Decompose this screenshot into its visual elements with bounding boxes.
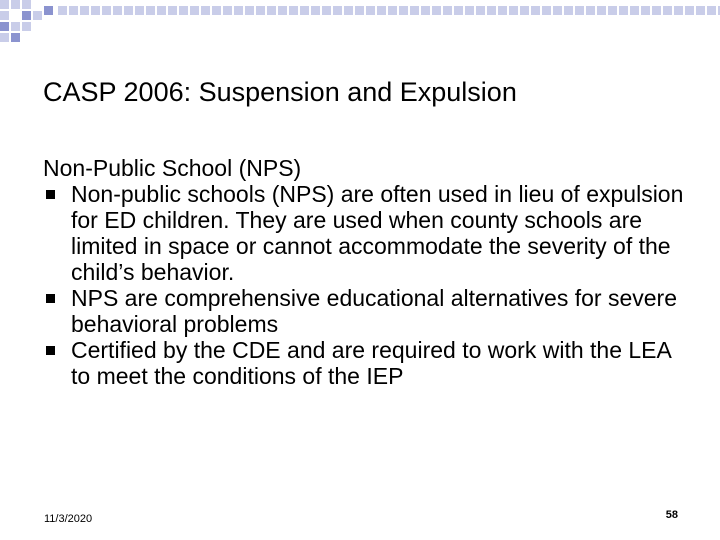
footer-date: 11/3/2020 (44, 513, 93, 525)
bullet-list (43, 181, 693, 389)
slide-title: CASP 2006: Suspension and Expulsion (43, 77, 517, 107)
bullet-text: Certified by the CDE and are required to work with the LEA to meet the conditions of the IEP (71, 337, 671, 389)
bullet-item (43, 285, 693, 337)
subheading: Non-Public School (NPS) (43, 155, 302, 181)
bullet-item (43, 181, 693, 285)
bullet-item (43, 337, 693, 389)
square-bullet-icon (46, 346, 55, 355)
top-bar-decoration (58, 6, 720, 15)
square-bullet-icon (46, 190, 55, 199)
bullet-text: NPS are comprehensive educational alternatives for severe behavioral problems (71, 285, 677, 337)
corner-checker-decoration (0, 0, 60, 40)
square-bullet-icon (46, 294, 55, 303)
slide-body (43, 155, 693, 389)
bullet-text: Non-public schools (NPS) are often used in lieu of expulsion for ED children. They are used when county schools are limited in space or cannot accommodate the severity of the child’s behavior. (71, 181, 684, 285)
page-number: 58 (665, 509, 678, 521)
